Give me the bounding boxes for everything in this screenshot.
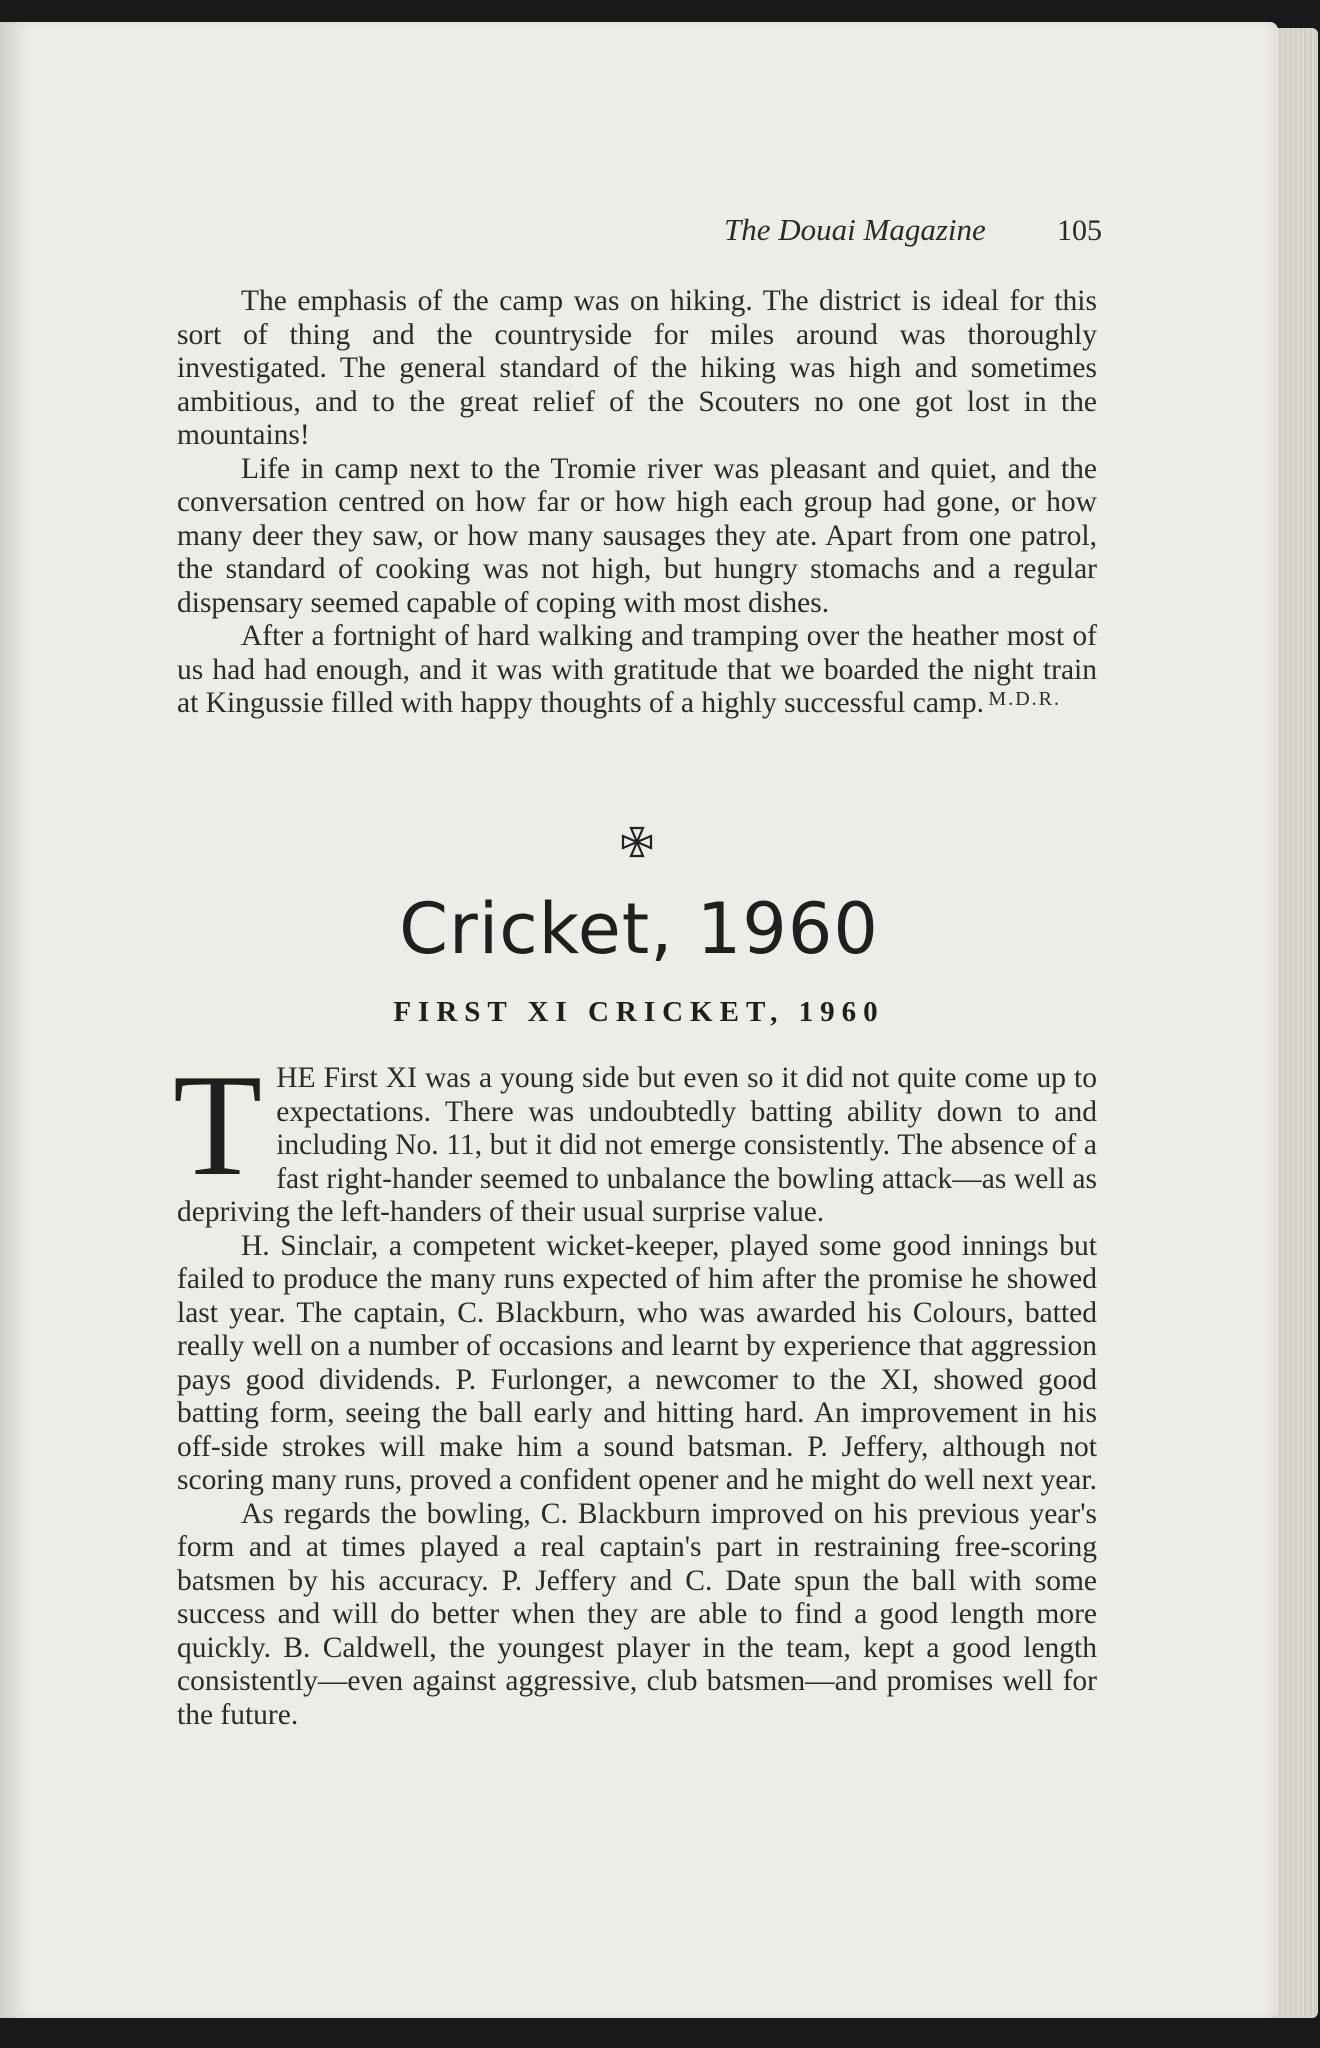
magazine-page [0,22,1278,2018]
cricket-report [173,1044,1097,1732]
magazine-title: The Douai Magazine [724,212,986,247]
article-subheading: FIRST XI CRICKET, 1960 [393,996,885,1028]
camp-report [177,285,1097,721]
paragraph-text: After a fortnight of hard walking and tramping over the heather most of us had had enough, and it was with gratitude that we boarded the night train at Kingussie filled with happy thoughts of a highly successful camp. [177,620,1097,719]
paragraph: Life in camp next to the Tromie river was pleasant and quiet, and the conversation centred on how far or how high each group had gone, or how many deer they saw, or how many sausages they ate. Apart from one patrol, the standard of cooking was not high, but hungry stomachs and a regular dispensary seemed capable of coping with most dishes. [177,452,1097,619]
paragraph [173,1044,1097,1230]
article-title: Cricket, 1960 [399,888,879,970]
running-head [724,212,1102,248]
drop-cap: T [173,1044,263,1206]
author-initials: M.D.R. [988,688,1061,710]
cross-pattee-icon [621,826,653,858]
paragraph: The emphasis of the camp was on hiking. The district is ideal for this sort of thing and the countryside for miles around was thoroughly investigated. The general standard of the hiking was high and sometimes ambitious, and to the great relief of the Scouters no one got lost in the mountains! [177,285,1097,451]
paragraph-text: HE First XI was a young side but even so it did not quite come up to expectations. There was undoubtedly batting ability down to and including No. 11, but it did not emerge consistently. The absence of a fast right-hander seemed to unbalance the bowling attack—as well as depriving the left-handers of their usual surprise value. [177,1062,1097,1228]
paragraph: H. Sinclair, a competent wicket-keeper, played some good innings but failed to produce the many runs expected of him after the promise he showed last year. The captain, C. Blackburn, who was awarded his Colours, batted really well on a number of occasions and learnt by experience that aggression pays good dividends. P. Furlonger, a newcomer to the XI, showed good batting form, seeing the ball early and hitting hard. An improvement in his off-side strokes will make him a sound batsman. P. Jeffery, although not scoring many runs, proved a confident opener and he might do well next year. [177,1229,1097,1496]
paragraph: As regards the bowling, C. Blackburn improved on his previous year's form and at times played a real captain's part in restraining free-scoring batsmen by his accuracy. P. Jeffery and C. Date spun the ball with some success and will do better when they are able to find a good length more quickly. B. Caldwell, the youngest player in the team, kept a good length consistently—even against aggressive, club batsmen—and promises well for the future. [177,1497,1097,1731]
paragraph [177,620,1097,721]
page-number: 105 [1057,214,1102,247]
